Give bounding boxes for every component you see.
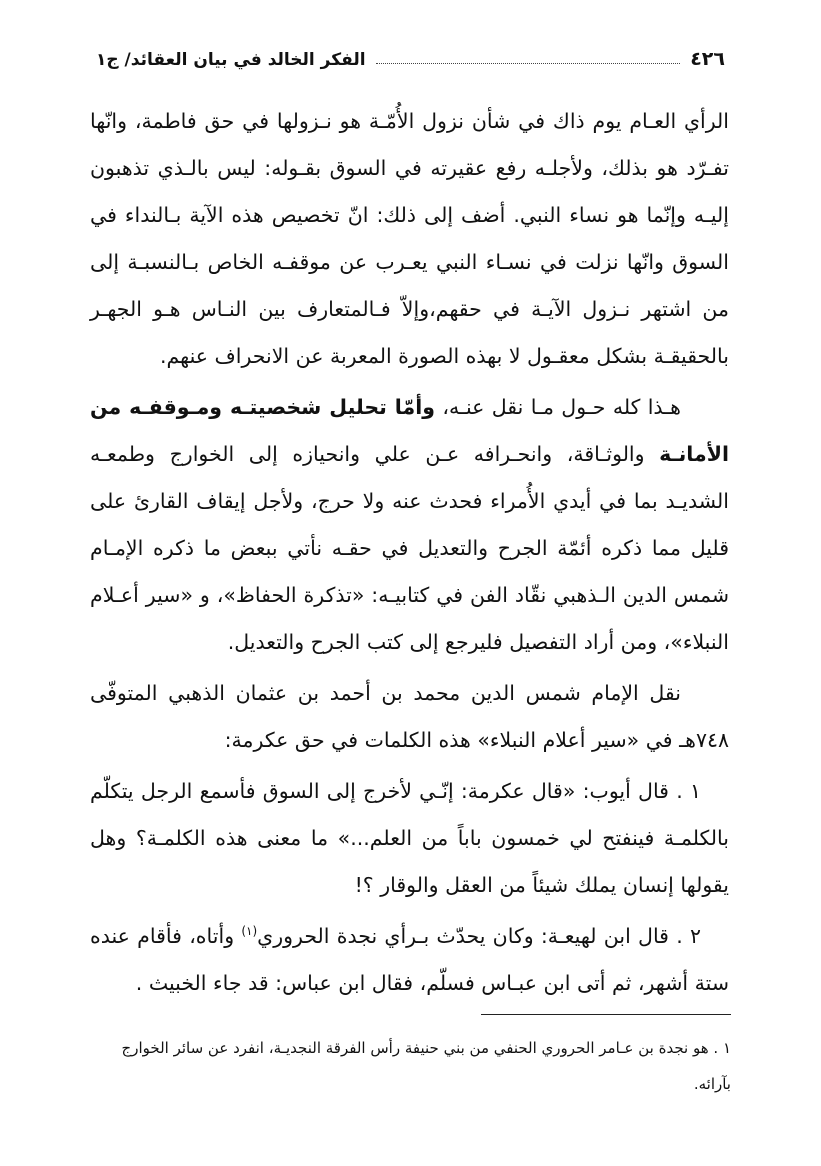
- running-header: [96, 38, 725, 70]
- paragraph-2: [90, 384, 729, 666]
- numbered-item-2: [90, 913, 729, 1007]
- paragraph-2-bold-phrase: وأمّا تحليل شخصيتـه ومـوقفـه من الأمانـة: [90, 395, 729, 466]
- footnote-separator: [481, 1014, 731, 1015]
- paragraph-3-line-1: نقل الإمام شمس الدين محمد بن أحمد بن عثمان الذهبي المتوفّى ٧٤٨هـ: [90, 681, 729, 752]
- running-title: الفكر الخالد في بيان العقائد/ ج١: [96, 50, 366, 70]
- page-number: ٤٢٦: [690, 48, 725, 70]
- footnote-reference[interactable]: (١): [241, 924, 258, 939]
- main-text: [90, 98, 729, 1011]
- paragraph-2-rest: والوثـاقة، وانحـرافه عـن علي وانحيازه إلى الخوارج وطمعـه الشديـد بما في أيدي الأُمراء فحدث عنه ولا حرج، ولأجل إيقاف القارئ على قليل مما ذكره أئمّة الجرح والتعديل في حقـه نأتي ببعض ما ذكره الإمـام شمس الدين الـذهبي نقّاد الفن في كتابيـه: «تذكرة الحفاظ»، و «سير أعـلام النبلاء»، ومن أراد التفصيل فليرجع إلى كتب الجرح والتعديل.: [90, 442, 729, 654]
- numbered-item-2-continuation: وأتاه، فأقام عنده ستة أشهر، ثم أتى ابن عبـاس فسلّم، فقال ابن عباس: قد جاء الخبيث .: [90, 924, 729, 995]
- numbered-item-2-text: ٢ . قال ابن لهيعـة: وكان يحدّث بـرأي نجدة الحروري: [257, 924, 702, 948]
- dotted-leader: [376, 62, 681, 64]
- paragraph-2-lead: هـذا كله حـول مـا نقل عنـه،: [442, 395, 681, 419]
- paragraph-3-line-2: في «سير أعلام النبلاء» هذه الكلمات في حق عكرمة:: [224, 728, 673, 752]
- paragraph-1: الرأي العـام يوم ذاك في شأن نزول الأُمّـة هو نـزولها في حق فاطمة، وانّها تفـرّد هو بذلك، ولأجلـه رفع عقيرته في السوق بقـوله: ليس بالـذي تذهبون إليـه وإنّما هو نساء النبي. أضف إلى ذلك: انّ تخصيص هذه الآية بـالنداء في السوق وانّها نزلت في نسـاء النبي يعـرب عن موقفـه الخاص بـالنسبـة إلى من اشتهر نـزول الآيـة في حقهم،وإلاّ فـالمتعارف بين النـاس هـو الجهـر بالحقيقـة بشكل معقـول لا بهذه الصورة المعربة عن الانحراف عنهم.: [90, 109, 729, 368]
- footnote: ١ . هو نجدة بن عـامر الحروري الحنفي من بني حنيفة رأس الفرقة النجديـة، انفرد عن سائر الخوارج بآرائه.: [121, 1039, 731, 1093]
- numbered-item-1: ١ . قال أيوب: «قال عكرمة: إنّـي لأخرج إلى السوق فأسمع الرجل يتكلّم بالكلمـة فينفتح لي خمسون باباً من العلم...» ما معنى هذه الكلمـة؟ وهل يقولها إنسان يملك شيئاً من العقل والوقار ؟!: [90, 779, 729, 897]
- paragraph-3: [90, 670, 729, 764]
